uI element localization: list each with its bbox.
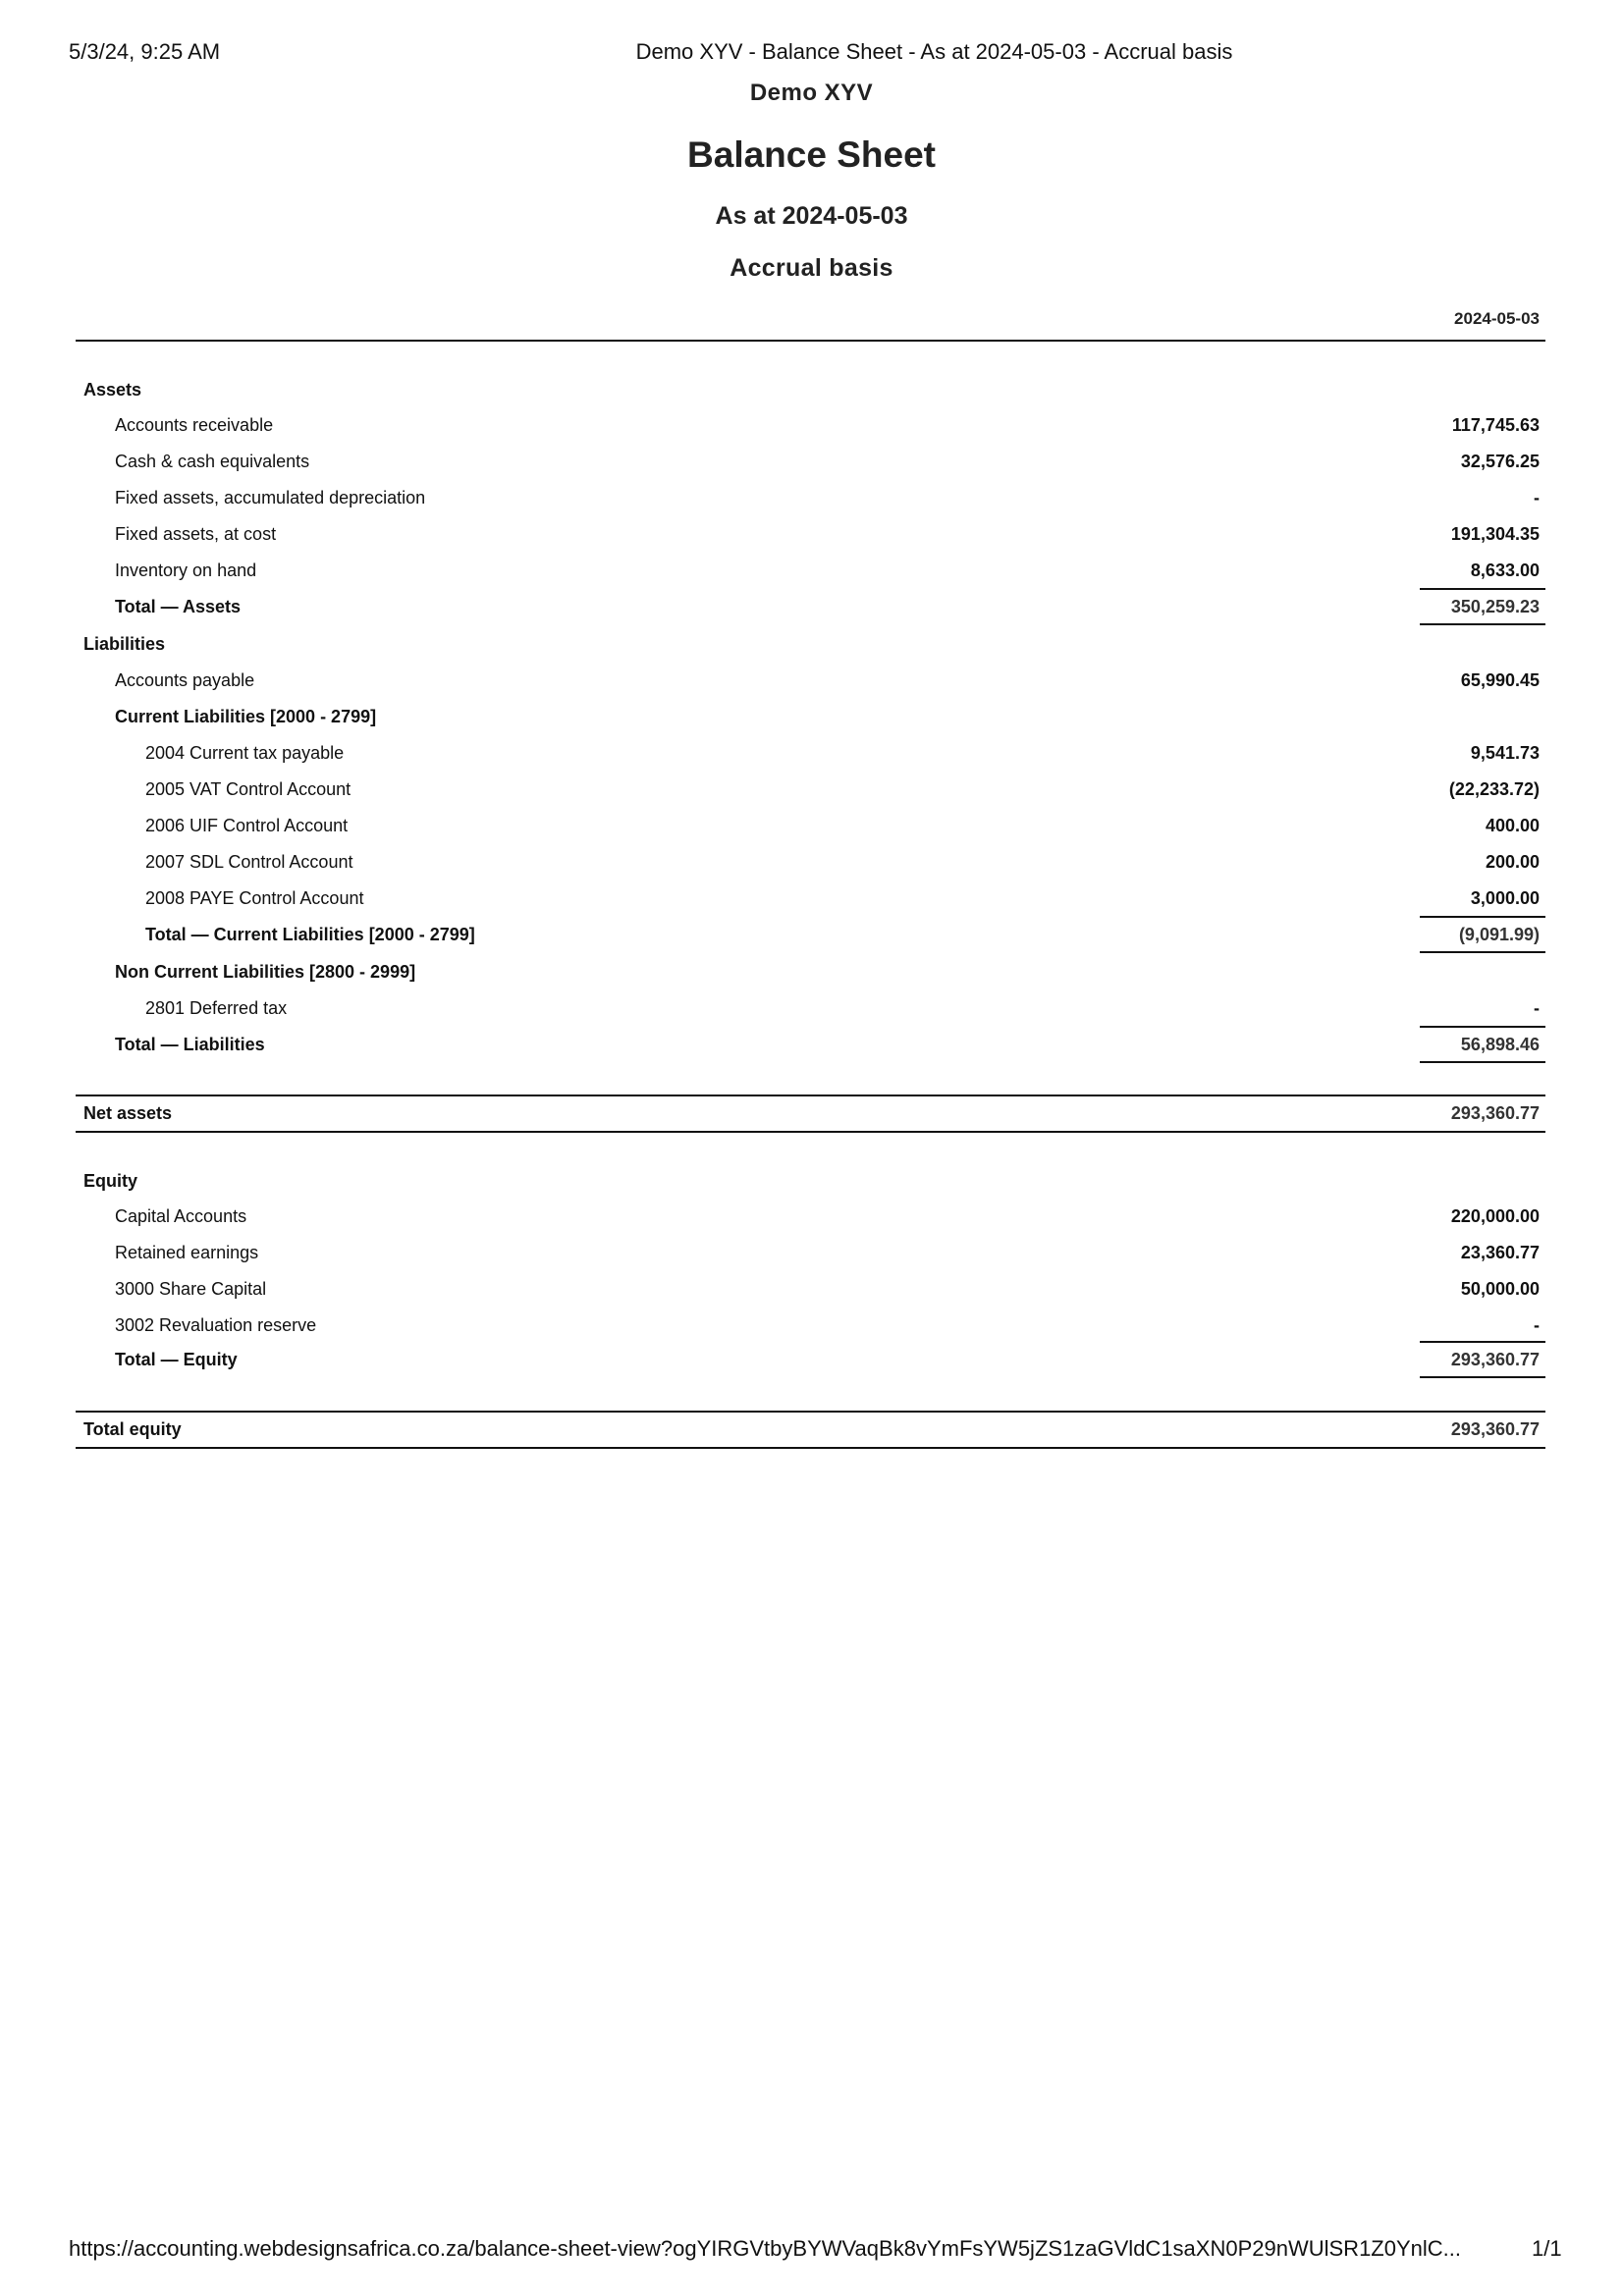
print-page-number: 1/1 xyxy=(1532,2236,1562,2261)
table-row xyxy=(76,880,1545,916)
section-heading-assets xyxy=(76,371,1545,407)
row-value: - xyxy=(1534,488,1540,507)
total-row-equity xyxy=(76,1341,1545,1377)
group-heading-current-liabilities xyxy=(76,698,1545,734)
header-divider xyxy=(76,340,1545,342)
print-datetime: 5/3/24, 9:25 AM xyxy=(69,39,221,64)
section-heading-liabilities xyxy=(76,625,1545,662)
row-label: Total — Current Liabilities [2000 - 2799] xyxy=(145,925,475,944)
row-label: Assets xyxy=(83,380,142,400)
total-row-liabilities xyxy=(76,1026,1545,1062)
report-basis: Accrual basis xyxy=(730,254,893,282)
row-label: Retained earnings xyxy=(115,1243,259,1262)
table-row xyxy=(76,1198,1545,1234)
table-row xyxy=(76,843,1545,880)
row-value: 32,576.25 xyxy=(1460,452,1540,471)
row-value: 293,360.77 xyxy=(1450,1350,1540,1369)
group-heading-non-current-liabilities xyxy=(76,953,1545,989)
row-label: 3002 Revaluation reserve xyxy=(115,1315,317,1335)
table-row xyxy=(76,443,1545,479)
table-row xyxy=(76,1234,1545,1270)
table-row xyxy=(76,479,1545,515)
row-value: (22,233.72) xyxy=(1448,779,1540,799)
row-label: Equity xyxy=(83,1171,138,1191)
print-url: https://accounting.webdesignsafrica.co.za/balance-sheet-view?ogYIRGVtbyBYWVaqBk8vYmFsYW5jZS1zaGVldC1saXN0P29nWUlSR1Z0YnlC... xyxy=(69,2236,1462,2261)
section-heading-equity xyxy=(76,1162,1545,1199)
row-value: - xyxy=(1534,1315,1540,1335)
table-row xyxy=(76,406,1545,443)
row-value: 293,360.77 xyxy=(1450,1103,1540,1123)
table-row xyxy=(76,1307,1545,1343)
row-value: 50,000.00 xyxy=(1460,1279,1540,1299)
total-rule-top xyxy=(1420,588,1545,590)
row-value: 8,633.00 xyxy=(1470,561,1540,580)
row-label: Total — Equity xyxy=(115,1350,238,1369)
table-row xyxy=(76,662,1545,698)
row-value: 400.00 xyxy=(1485,816,1540,835)
row-label: 2006 UIF Control Account xyxy=(145,816,349,835)
table-row xyxy=(76,515,1545,552)
row-label: Liabilities xyxy=(83,634,166,654)
table-row xyxy=(76,989,1545,1026)
row-label: Accounts receivable xyxy=(115,415,274,435)
row-value: 200.00 xyxy=(1485,852,1540,872)
row-value: (9,091.99) xyxy=(1458,925,1540,944)
rule-bottom xyxy=(76,1447,1545,1449)
row-label: Fixed assets, accumulated depreciation xyxy=(115,488,426,507)
row-label: 2004 Current tax payable xyxy=(145,743,345,763)
total-rule-bottom xyxy=(1420,1061,1545,1063)
row-label: Non Current Liabilities [2800 - 2999] xyxy=(115,962,416,982)
row-label: Current Liabilities [2000 - 2799] xyxy=(115,707,377,726)
row-label: 2007 SDL Control Account xyxy=(145,852,353,872)
row-value: 117,745.63 xyxy=(1451,415,1540,435)
company-name: Demo XYV xyxy=(749,80,874,106)
row-label: 2005 VAT Control Account xyxy=(145,779,352,799)
column-header-date: 2024-05-03 xyxy=(1454,309,1540,328)
net-assets-row xyxy=(76,1095,1545,1131)
row-label: Cash & cash equivalents xyxy=(115,452,310,471)
table-row xyxy=(76,1270,1545,1307)
row-label: Total — Assets xyxy=(115,597,242,616)
row-label: 3000 Share Capital xyxy=(115,1279,267,1299)
table-row xyxy=(76,552,1545,588)
row-value: - xyxy=(1534,998,1540,1018)
row-value: 9,541.73 xyxy=(1470,743,1540,763)
row-value: 350,259.23 xyxy=(1450,597,1540,616)
rule-top xyxy=(76,1411,1545,1413)
total-rule-top xyxy=(1420,1026,1545,1028)
row-value: 293,360.77 xyxy=(1450,1419,1540,1439)
row-label: Fixed assets, at cost xyxy=(115,524,277,544)
table-row xyxy=(76,771,1545,807)
row-value: 3,000.00 xyxy=(1470,888,1540,908)
report-title: Balance Sheet xyxy=(687,134,936,175)
row-label: Capital Accounts xyxy=(115,1206,247,1226)
rule-bottom xyxy=(76,1131,1545,1133)
report-date: As at 2024-05-03 xyxy=(715,202,908,230)
total-rule-top xyxy=(1420,916,1545,918)
table-row xyxy=(76,734,1545,771)
print-page-title: Demo XYV - Balance Sheet - As at 2024-05-03 - Accrual basis xyxy=(635,39,1233,64)
row-value: 191,304.35 xyxy=(1450,524,1540,544)
row-value: 220,000.00 xyxy=(1450,1206,1540,1226)
row-label: Accounts payable xyxy=(115,670,255,690)
row-label: 2008 PAYE Control Account xyxy=(145,888,364,908)
table-row xyxy=(76,807,1545,843)
row-value: 56,898.46 xyxy=(1460,1035,1540,1054)
row-label: Total equity xyxy=(83,1419,182,1439)
total-row-assets xyxy=(76,588,1545,624)
total-rule-bottom xyxy=(1420,1376,1545,1378)
total-row-current-liabilities xyxy=(76,916,1545,952)
total-equity-row xyxy=(76,1411,1545,1447)
row-label: Total — Liabilities xyxy=(115,1035,265,1054)
row-label: Net assets xyxy=(83,1103,173,1123)
row-label: Inventory on hand xyxy=(115,561,257,580)
rule-top xyxy=(76,1095,1545,1096)
row-value: 65,990.45 xyxy=(1460,670,1540,690)
total-rule-top xyxy=(1420,1341,1545,1343)
row-label: 2801 Deferred tax xyxy=(145,998,288,1018)
row-value: 23,360.77 xyxy=(1460,1243,1540,1262)
